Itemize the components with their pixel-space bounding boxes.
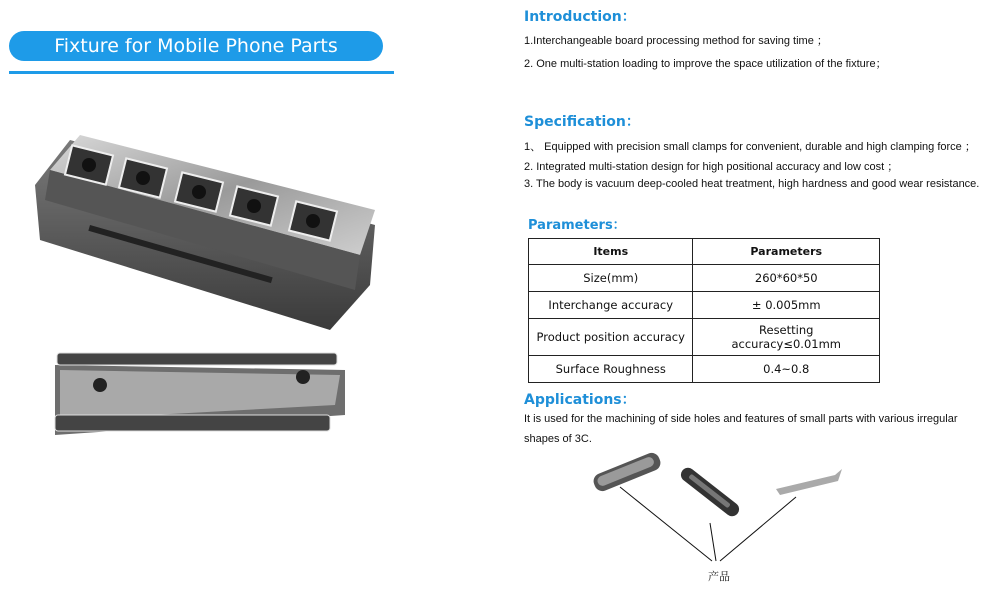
table-row [529, 356, 880, 383]
table-cell-item: Interchange accuracy [529, 292, 693, 319]
table-cell-item: Product position accuracy [529, 319, 693, 356]
table-cell-value: ± 0.005mm [693, 292, 880, 319]
product-photos [580, 445, 860, 585]
introduction-line-2: 2. One multi-station loading to improve the space utilization of the fixture； [524, 58, 887, 70]
introduction-line-1: 1.Interchangeable board processing method for saving time ； [524, 35, 828, 47]
fixture-photo-top [30, 130, 400, 330]
parameters-heading: Parameters： [528, 218, 626, 233]
specification-heading: Specification： [524, 114, 640, 130]
product-part-3 [776, 469, 842, 495]
page-title-text: Fixture for Mobile Phone Parts [54, 35, 338, 57]
introduction-heading: Introduction： [524, 9, 636, 25]
table-row [529, 319, 880, 356]
specification-line-2: 2. Integrated multi-station design for high positional accuracy and low cost ； [524, 161, 899, 173]
table-header-parameters: Parameters [693, 239, 880, 265]
table-cell-value: 0.4~0.8 [693, 356, 880, 383]
table-header-row [529, 239, 880, 265]
applications-heading: Applications： [524, 392, 636, 408]
parameters-table [528, 238, 880, 383]
specification-line-3: 3. The body is vacuum deep-cooled heat treatment, high hardness and good wear resistance. [524, 178, 980, 190]
title-underline [9, 71, 394, 74]
page-title [9, 31, 383, 61]
product-part-2 [678, 465, 742, 519]
table-row [529, 265, 880, 292]
table-cell-item: Surface Roughness [529, 356, 693, 383]
product-part-1 [591, 451, 663, 494]
table-header-items: Items [529, 239, 693, 265]
fixture-photo-bottom [45, 345, 355, 445]
table-cell-value: 260*60*50 [693, 265, 880, 292]
specification-line-1: 1、 Equipped with precision small clamps for convenient, durable and high clamping force ； [524, 141, 976, 153]
table-cell-item: Size(mm) [529, 265, 693, 292]
product-label: 产品 [708, 570, 730, 583]
table-row [529, 292, 880, 319]
applications-text: It is used for the machining of side holes and features of small parts with various irregular shapes of 3C. [524, 413, 958, 445]
table-cell-value: Resetting accuracy≤0.01mm [693, 319, 880, 356]
